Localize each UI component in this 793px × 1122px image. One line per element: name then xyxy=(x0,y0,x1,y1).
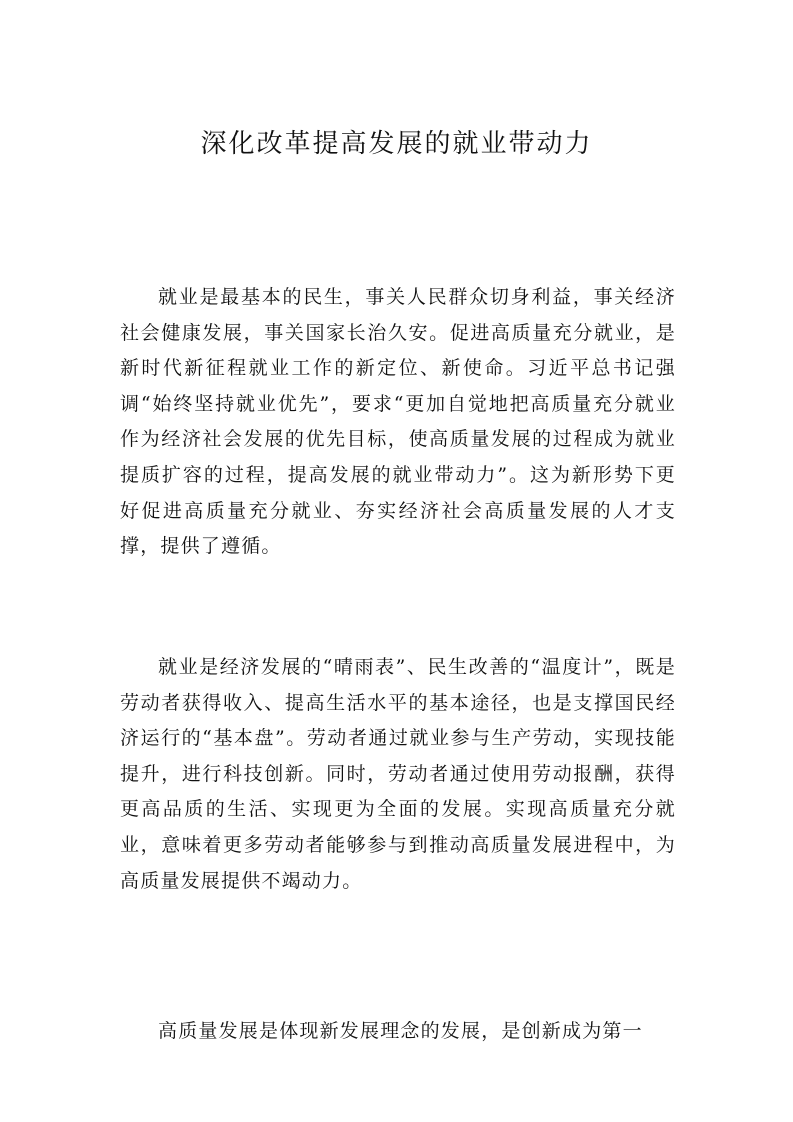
body-paragraph-1: 就业是最基本的民生，事关人民群众切身利益，事关经济社会健康发展，事关国家长治久安。促进高质量充分就业，是新时代新征程就业工作的新定位、新使命。习近平总书记强调“始终坚持就业优先”，要求“更加自觉地把高质量充分就业作为经济社会发展的优先目标，使高质量发展的过程成为就业提质扩容的过程，提高发展的就业带动力”。这为新形势下更好促进高质量充分就业、夯实经济社会高质量发展的人才支撑，提供了遵循。 xyxy=(120,286,676,558)
body-paragraph-3: 高质量发展是体现新发展理念的发展，是创新成为第一 xyxy=(158,1020,643,1042)
document-title: 深化改革提高发展的就业带动力 xyxy=(200,129,593,159)
body-paragraph-2: 就业是经济发展的“晴雨表”、民生改善的“温度计”，既是劳动者获得收入、提高生活水平的基本途径，也是支撑国民经济运行的“基本盘”。劳动者通过就业参与生产劳动，实现技能提升，进行科技创新。同时，劳动者通过使用劳动报酬，获得更高品质的生活、实现更为全面的发展。实现高质量充分就业，意味着更多劳动者能够参与到推动高质量发展进程中，为高质量发展提供不竭动力。 xyxy=(120,656,676,892)
